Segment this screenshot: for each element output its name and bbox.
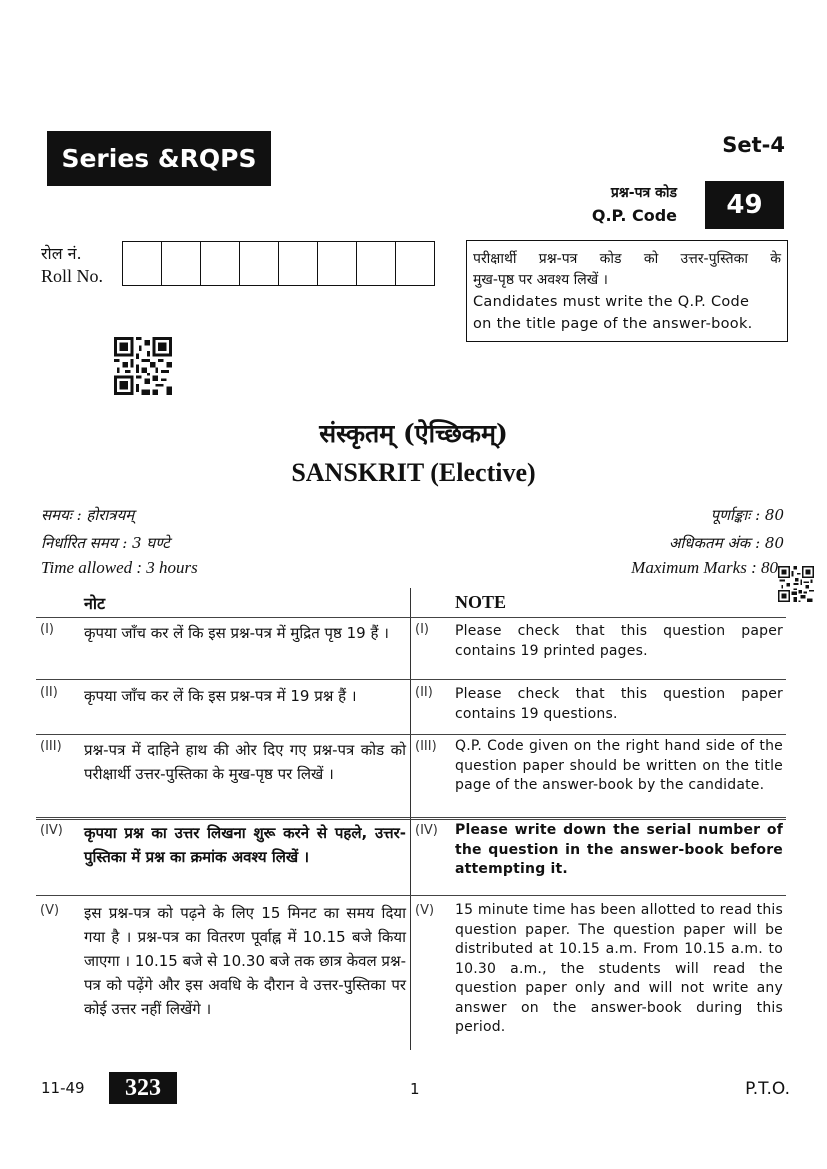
qr-code-icon [114, 337, 172, 395]
note-text-hindi: इस प्रश्न-पत्र को पढ़ने के लिए 15 मिनट का समय दिया गया है । प्रश्न-पत्र का वितरण पूर्वाह्न में 10.15 बजे किया जाएगा । 10.15 बजे से 10.30 बजे तक छात्र केवल प्रश्न-पत्र को पढ़ेंगे और इस अवधि के दौरान वे उत्तर-पुस्तिका पर कोई उत्तर नहीं लिखेंगे । [84, 904, 406, 1018]
divider [36, 895, 786, 896]
roll-number-boxes[interactable] [122, 241, 435, 286]
note-number: (III) [415, 739, 437, 754]
instruction-box [466, 240, 788, 342]
note-text: Please check that this question paper contains 19 printed pages. [455, 623, 783, 659]
subject-title: SANSKRIT (Elective) [291, 458, 536, 487]
qp-code-value: 49 [705, 181, 784, 229]
note-number: (V) [415, 903, 435, 918]
roll-digit-box[interactable] [318, 242, 357, 285]
note-text: Please write down the serial number of the question in the answer-book before attempting it. [455, 822, 783, 877]
note-text: Please check that this question paper contains 19 questions. [455, 686, 783, 722]
note-number: (III) [40, 739, 62, 754]
note-number: (I) [40, 622, 54, 637]
instruction-hindi-line2: मुख-पृष्ठ पर अवश्य लिखें । [473, 272, 608, 288]
divider [36, 734, 786, 735]
note-text: Q.P. Code given on the right hand side of the question paper should be written on the title page of the answer-book by the candidate. [455, 738, 783, 793]
roll-label: Roll No. [41, 266, 104, 286]
divider [36, 679, 786, 680]
note-header-hindi: नोट [84, 594, 106, 613]
note-text-hindi: कृपया जाँच कर लें कि इस प्रश्न-पत्र में मुद्रित पृष्ठ 19 हैं । [84, 624, 389, 642]
subject-title-hindi: संस्कृतम् (ऐच्छिकम्) [319, 419, 508, 448]
roll-digit-box[interactable] [396, 242, 434, 285]
roll-label-hindi: रोल नं. [41, 244, 82, 263]
note-number: (IV) [40, 823, 63, 838]
note-text-hindi: कृपया जाँच कर लें कि इस प्रश्न-पत्र में 19 प्रश्न हैं । [84, 687, 357, 705]
note-text-hindi: कृपया प्रश्न का उत्तर लिखना शुरू करने से पहले, उत्तर-पुस्तिका में प्रश्न का क्रमांक अवश्य लिखें । [84, 824, 406, 866]
roll-digit-box[interactable] [357, 242, 396, 285]
note-number: (V) [40, 903, 60, 918]
note-number: (II) [415, 685, 433, 700]
roll-digit-box[interactable] [123, 242, 162, 285]
divider [36, 817, 786, 818]
divider [36, 617, 786, 618]
page-number: 1 [410, 1080, 420, 1098]
qr-code-small-icon [778, 565, 814, 603]
paper-code: 11-49 [41, 1079, 85, 1097]
instruction-english-line1: Candidates must write the Q.P. Code [473, 294, 750, 310]
pto-label: P.T.O. [745, 1079, 790, 1099]
page-count-box: 323 [109, 1072, 177, 1104]
roll-digit-box[interactable] [240, 242, 279, 285]
roll-digit-box[interactable] [162, 242, 201, 285]
roll-digit-box[interactable] [279, 242, 318, 285]
time-hindi: निर्धारित समय : 3 घण्टे [41, 534, 170, 552]
qp-code-label: Q.P. Code [591, 206, 677, 225]
note-text: 15 minute time has been allotted to read this question paper. The question paper will be distributed at 10.15 a.m. From 10.15 a.m. to 10.30 a.m., the students will read the question paper only and will not write any answer on the answer-book during this period. [455, 902, 783, 1035]
instruction-hindi-line1: परीक्षार्थी प्रश्न-पत्र कोड को उत्तर-पुस्तिका के [473, 251, 781, 267]
note-number: (IV) [415, 823, 438, 838]
note-number: (II) [40, 685, 58, 700]
time-allowed: Time allowed : 3 hours [41, 558, 198, 577]
maximum-marks: Maximum Marks : 80 [631, 558, 778, 577]
note-header: NOTE [455, 592, 507, 612]
set-label: Set-4 [722, 133, 785, 157]
marks-sanskrit: पूर्णाङ्काः : 80 [710, 506, 784, 524]
series-label: Series &RQPS [47, 131, 271, 186]
roll-digit-box[interactable] [201, 242, 240, 285]
qp-code-label-hindi: प्रश्न-पत्र कोड [610, 185, 677, 201]
instruction-english-line2: on the title page of the answer-book. [473, 316, 753, 332]
note-text-hindi: प्रश्न-पत्र में दाहिने हाथ की ओर दिए गए प्रश्न-पत्र कोड को परीक्षार्थी उत्तर-पुस्तिका के मुख-पृष्ठ पर लिखें । [84, 741, 406, 783]
time-sanskrit: समयः : होरात्रयम् [41, 506, 135, 524]
divider [36, 819, 786, 820]
marks-hindi: अधिकतम अंक : 80 [668, 534, 784, 552]
note-number: (I) [415, 622, 429, 637]
